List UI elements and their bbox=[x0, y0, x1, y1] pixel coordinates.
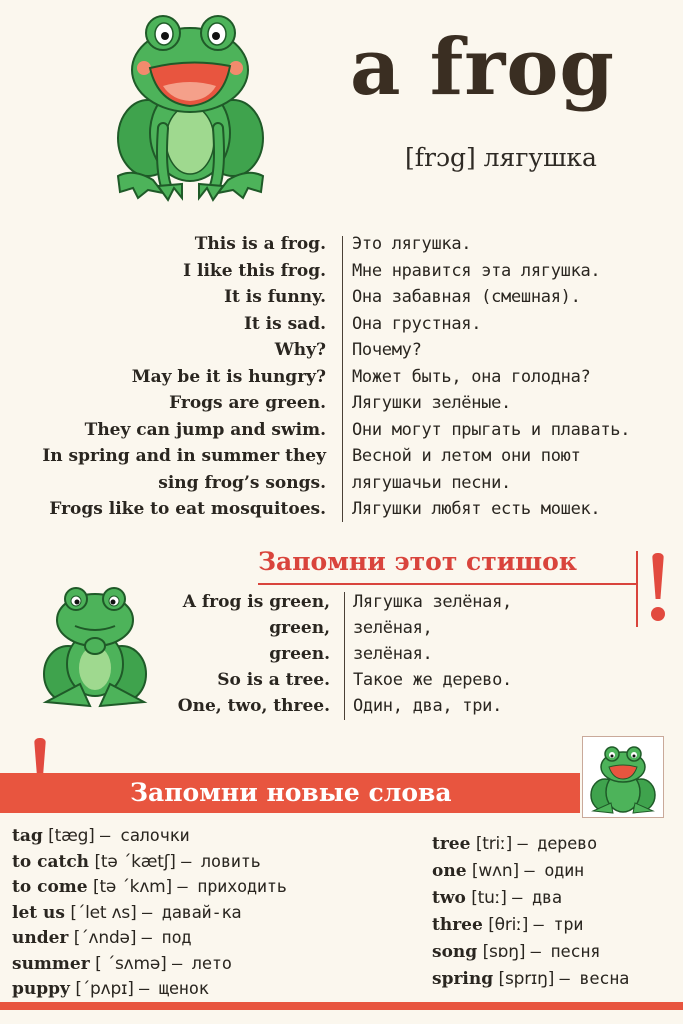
sentence-english: It is funny. bbox=[224, 287, 326, 307]
sentence-row bbox=[0, 261, 683, 287]
sentence-russian: Она грустная. bbox=[352, 313, 482, 334]
title-transcription: [frɔg] лягушка bbox=[405, 143, 597, 172]
sentence-russian: Лягушки любят есть мошек. bbox=[352, 499, 601, 519]
vocab-word: spring bbox=[432, 969, 494, 989]
vocab-translation: — ловить bbox=[181, 851, 261, 872]
vocab-word: one bbox=[432, 861, 467, 881]
sentence-russian: Она забавная (смешная). bbox=[352, 287, 581, 307]
poem-english: green. bbox=[269, 644, 330, 664]
vocab-item bbox=[432, 861, 584, 881]
poem-russian: зелёная, bbox=[353, 618, 433, 638]
vocab-transcription: [θriː] bbox=[488, 915, 529, 935]
vocab-translation: — приходить bbox=[177, 877, 287, 897]
vocab-item bbox=[12, 852, 261, 872]
sentence-row bbox=[0, 446, 683, 472]
vocab-word: tag bbox=[12, 826, 43, 846]
poem-english: So is a tree. bbox=[217, 670, 330, 690]
vocab-item bbox=[432, 834, 597, 854]
vocab-translation: — два bbox=[512, 888, 562, 908]
sentence-row bbox=[0, 420, 683, 446]
vocab-item bbox=[12, 954, 232, 974]
vocab-transcription: [triː] bbox=[475, 834, 513, 854]
vocab-word: tree bbox=[432, 834, 471, 854]
vocab-item bbox=[12, 979, 209, 999]
vocab-word: puppy bbox=[12, 979, 70, 999]
vocab-translation: — лето bbox=[172, 953, 232, 974]
vocab-item bbox=[12, 826, 189, 846]
vocab-word: under bbox=[12, 928, 69, 948]
vocab-transcription: [tuː] bbox=[471, 888, 507, 908]
vocab-translation: — под bbox=[141, 928, 192, 948]
sentence-row bbox=[0, 393, 683, 419]
poem-english: One, two, three. bbox=[177, 696, 330, 716]
poem-heading: Запомни этот стишок bbox=[258, 547, 577, 576]
sentence-english: Frogs are green. bbox=[169, 393, 326, 413]
vocab-item bbox=[12, 877, 287, 897]
poem-english: green, bbox=[269, 618, 330, 638]
vocab-word: let us bbox=[12, 902, 65, 923]
poem-heading-underline bbox=[258, 583, 638, 585]
vocab-transcription: [wʌn] bbox=[471, 861, 519, 881]
vocab-word: summer bbox=[12, 953, 90, 974]
sentence-russian: Они могут прыгать и плавать. bbox=[352, 419, 631, 440]
vocab-word: to come bbox=[12, 877, 88, 897]
vocab-word: to catch bbox=[12, 851, 90, 872]
sentence-row bbox=[0, 287, 683, 313]
vocab-item bbox=[432, 969, 629, 989]
poem-russian: Лягушка зелёная, bbox=[353, 592, 512, 612]
small-frog-icon bbox=[583, 737, 663, 817]
page-title: a frog bbox=[350, 22, 615, 113]
vocab-translation: — давай-ка bbox=[141, 902, 242, 923]
sentence-russian: Почему? bbox=[352, 340, 422, 360]
sentence-english: May be it is hungry? bbox=[131, 366, 326, 387]
sentence-russian: Это лягушка. bbox=[352, 234, 472, 254]
poem-line bbox=[0, 696, 683, 722]
sentence-english: Why? bbox=[274, 340, 326, 360]
sentence-english: Frogs like to eat mosquitoes. bbox=[49, 499, 326, 519]
sentence-english: This is a frog. bbox=[194, 234, 326, 254]
poem-line bbox=[0, 618, 683, 644]
vocab-item bbox=[432, 942, 600, 962]
vocab-translation: — один bbox=[524, 861, 584, 881]
poem-line bbox=[0, 592, 683, 618]
sentence-russian: Лягушки зелёные. bbox=[352, 393, 511, 413]
vocab-transcription: [ ˊsʌmə] bbox=[95, 953, 167, 974]
vocab-item bbox=[12, 928, 191, 948]
sentence-russian: Мне нравится эта лягушка. bbox=[352, 260, 601, 281]
vocab-transcription: [sɒŋ] bbox=[482, 942, 526, 962]
sentence-english: I like this frog. bbox=[183, 260, 326, 281]
poem-line bbox=[0, 644, 683, 670]
sentence-english: They can jump and swim. bbox=[84, 419, 326, 440]
bottom-border bbox=[0, 1002, 683, 1010]
vocab-translation: — салочки bbox=[100, 826, 190, 846]
poem-english: A frog is green, bbox=[182, 592, 330, 612]
vocab-translation: — песня bbox=[530, 942, 601, 962]
vocab-translation: — три bbox=[533, 915, 584, 935]
sentence-english: In spring and in summer they bbox=[42, 446, 326, 466]
sentence-russian: лягушачьи песни. bbox=[352, 472, 511, 493]
vocab-translation: — щенок bbox=[139, 979, 209, 999]
vocab-transcription: [ˊpʌpɪ] bbox=[75, 979, 134, 999]
sentence-english: sing frog’s songs. bbox=[158, 472, 326, 493]
frog-thumbnail bbox=[582, 736, 664, 818]
vocab-item bbox=[432, 888, 562, 908]
vocab-transcription: [ˊlet ʌs] bbox=[70, 902, 137, 923]
vocab-translation: — дерево bbox=[517, 834, 597, 854]
vocab-transcription: [tə ˊkʌm] bbox=[93, 877, 172, 897]
sentence-row bbox=[0, 234, 683, 260]
new-words-heading: Запомни новые слова bbox=[130, 778, 452, 807]
sentence-row bbox=[0, 473, 683, 499]
vocab-transcription: [tə ˊkætʃ] bbox=[94, 851, 176, 872]
vocab-item bbox=[432, 915, 583, 935]
sentence-russian: Весной и летом они поют bbox=[352, 446, 581, 466]
vocab-transcription: [sprɪŋ] bbox=[498, 969, 555, 989]
sentence-english: It is sad. bbox=[243, 313, 326, 334]
vocab-word: three bbox=[432, 915, 483, 935]
poem-line bbox=[0, 670, 683, 696]
vocab-item bbox=[12, 903, 241, 923]
poem-russian: Такое же дерево. bbox=[353, 670, 512, 690]
vocab-word: two bbox=[432, 888, 466, 908]
poem-russian: Один, два, три. bbox=[353, 696, 503, 716]
sentence-row bbox=[0, 314, 683, 340]
sentence-row bbox=[0, 367, 683, 393]
sentence-row bbox=[0, 499, 683, 525]
frog-illustration-icon bbox=[108, 8, 273, 203]
vocab-word: song bbox=[432, 942, 478, 962]
sentence-row bbox=[0, 340, 683, 366]
vocab-translation: — весна bbox=[559, 969, 630, 989]
sentence-russian: Может быть, она голодна? bbox=[352, 366, 591, 387]
vocab-transcription: [tæg] bbox=[48, 826, 95, 846]
poem-russian: зелёная. bbox=[353, 644, 433, 664]
vocab-transcription: [ˊʌndə] bbox=[73, 928, 137, 948]
